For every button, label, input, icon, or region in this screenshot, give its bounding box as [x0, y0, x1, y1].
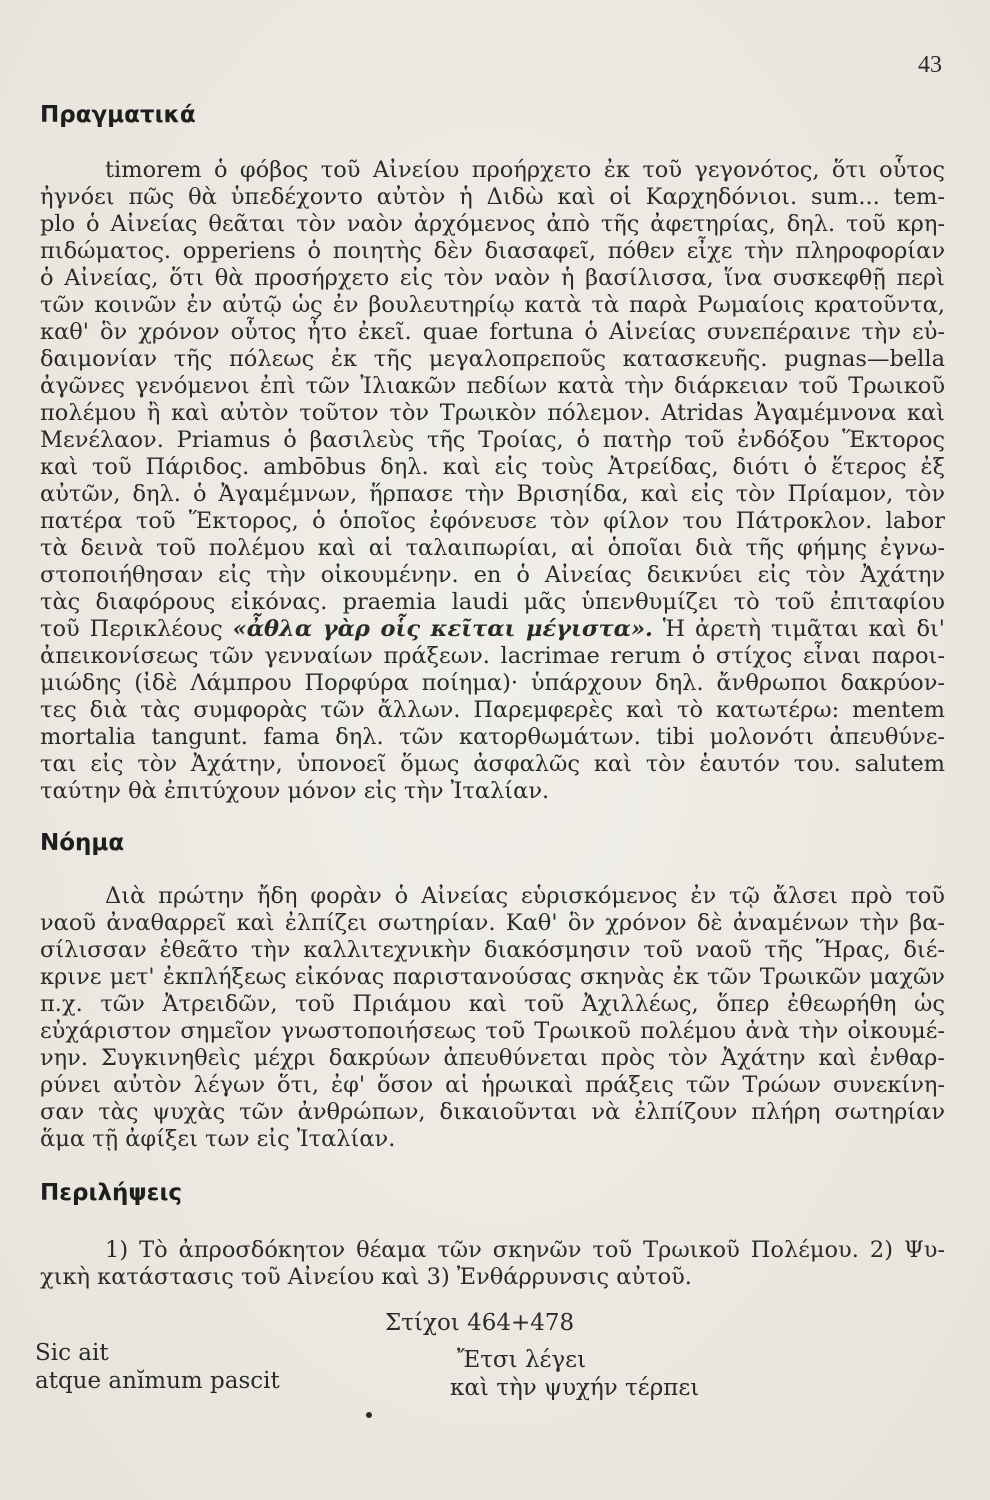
text-line: ἠγνόει πῶς θὰ ὑπεδέχοντο αὐτὸν ἡ Διδὼ καὶ οἱ Καρχηδόνιοι. sum... tem-: [40, 184, 945, 210]
text-line: τὰς διαφόρους εἰκόνας. praemia laudi μᾶς ὑπενθυμίζει τὸ τοῦ ἐπιταφίου: [40, 589, 945, 615]
text-line: Διὰ πρώτην ἤδη φορὰν ὁ Αἰνείας εὑρισκόμενος ἐν τῷ ἄλσει πρὸ τοῦ: [105, 883, 945, 909]
greek-translation-1: Ἔτσι λέγει: [457, 1347, 587, 1373]
text-line: σίλισσαν ἐθεᾶτο τὴν καλλιτεχνικὴν διακόσμησιν τοῦ ναοῦ τῆς Ἥρας, διέ-: [40, 937, 945, 963]
pericles-quote: «ἆθλα γὰρ οἷς κεῖται μέγιστα».: [232, 616, 653, 642]
text-line: αὐτῶν, δηλ. ὁ Ἀγαμέμνων, ἥρπασε τὴν Βρισηίδα, καὶ εἰς τὸν Πρίαμον, τὸν: [40, 481, 945, 507]
text-line: μιώδης (ἰδὲ Λάμπρου Πορφύρα ποίημα)· ὑπάρχουν δηλ. ἄνθρωποι δακρύον-: [40, 670, 945, 696]
text-line: καθ' ὃν χρόνον οὗτος ἦτο ἐκεῖ. quae fortuna ὁ Αἰνείας συνεπέραινε τὴν εὐ-: [40, 319, 945, 345]
quote-pre: τοῦ Περικλέους: [40, 616, 233, 642]
text-line: νην. Συγκινηθεὶς μέχρι δακρύων ἀπευθύνεται πρὸς τὸν Ἀχάτην καὶ ἐνθαρ-: [40, 1045, 945, 1071]
text-line: πιδώματος. opperiens ὁ ποιητὴς δὲν διασαφεῖ, πόθεν εἶχε τὴν πληροφορίαν: [40, 238, 945, 264]
latin-verse-1: Sic ait: [35, 1340, 109, 1366]
text-line: π.χ. τῶν Ἀτρειδῶν, τοῦ Πριάμου καὶ τοῦ Ἀχιλλέως, ὅπερ ἐθεωρήθη ὡς: [40, 991, 945, 1017]
page-number: 43: [918, 52, 942, 78]
text-line: στοποιήθησαν εἰς τὴν οἰκουμένην. en ὁ Αἰνείας δεικνύει εἰς τὸν Ἀχάτην: [40, 562, 945, 588]
text-line: ἀγῶνες γενόμενοι ἐπὶ τῶν Ἰλιακῶν πεδίων κατὰ τὴν διάρκειαν τοῦ Τρωικοῦ: [40, 373, 945, 399]
heading-perilipseis: Περιλήψεις: [40, 1180, 183, 1206]
text-line: ὁ Αἰνείας, ὅτι θὰ προσήρχετο εἰς τὸν ναὸν ἡ βασίλισσα, ἵνα συσκεφθῇ περὶ: [40, 265, 945, 291]
text-line: πατέρα τοῦ Ἕκτορος, ὁ ὁποῖος ἐφόνευσε τὸν φίλον του Πάτροκλον. labor: [40, 508, 945, 534]
verses-title: Στίχοι 464+478: [385, 1310, 575, 1336]
text-line: timorem ὁ φόβος τοῦ Αἰνείου προήρχετο ἐκ τοῦ γεγονότος, ὅτι οὗτος: [105, 157, 945, 183]
text-line: τες διὰ τὰς συμφορὰς τῶν ἄλλων. Παρεμφερὲς καὶ τὸ κατωτέρω: mentem: [40, 697, 945, 723]
text-line: τὰ δεινὰ τοῦ πολέμου καὶ αἱ ταλαιπωρίαι, αἱ ὁποῖαι διὰ τῆς φήμης ἐγνω-: [40, 535, 945, 561]
heading-noima: Νόημα: [40, 830, 125, 856]
latin-verse-2: atque anĭmum pascit: [35, 1368, 280, 1394]
quote-post: Ἡ ἀρετὴ τιμᾶται καὶ δι': [652, 616, 945, 642]
text-line: εὐχάριστον σημεῖον γνωστοποιήσεως τοῦ Τρωικοῦ πολέμου ἀνὰ τὴν οἰκουμέ-: [40, 1018, 945, 1044]
text-line: ρύνει αὐτὸν λέγων ὅτι, ἐφ' ὅσον αἱ ἡρωικαὶ πράξεις τῶν Τρώων συνεκίνη-: [40, 1072, 945, 1098]
text-line-quote: [40, 616, 945, 643]
text-line: ταύτην θὰ ἐπιτύχουν μόνον εἰς τὴν Ἰταλίαν.: [40, 778, 550, 804]
text-line: καὶ τοῦ Πάριδος. ambōbus δηλ. καὶ εἰς τοὺς Ἀτρείδας, διότι ὁ ἕτερος ἐξ: [40, 454, 945, 480]
text-line: plo ὁ Αἰνείας θεᾶται τὸν ναὸν ἀρχόμενος ἀπὸ τῆς ἀφετηρίας, δηλ. τοῦ κρη-: [40, 211, 945, 237]
text-line: ἅμα τῇ ἀφίξει των εἰς Ἰταλίαν.: [40, 1126, 396, 1152]
ink-dot: [366, 1412, 372, 1418]
heading-pragmatika: Πραγματικά: [40, 102, 196, 128]
text-line: mortalia tangunt. fama δηλ. τῶν κατορθωμάτων. tibi μολονότι ἀπευθύνε-: [40, 724, 945, 750]
text-line: σαν τὰς ψυχὰς τῶν ἀνθρώπων, δικαιοῦνται νὰ ἐλπίζουν πλήρη σωτηρίαν: [40, 1099, 945, 1125]
text-line: ναοῦ ἀναθαρρεῖ καὶ ἐλπίζει σωτηρίαν. Καθ' ὃν χρόνον δὲ ἀναμένων τὴν βα-: [40, 910, 945, 936]
text-line: χικὴ κατάστασις τοῦ Αἰνείου καὶ 3) Ἐνθάρρυνσις αὐτοῦ.: [40, 1264, 692, 1290]
text-line: 1) Τὸ ἀπροσδόκητον θέαμα τῶν σκηνῶν τοῦ Τρωικοῦ Πολέμου. 2) Ψυ-: [105, 1237, 945, 1263]
text-line: Μενέλαον. Priamus ὁ βασιλεὺς τῆς Τροίας, ὁ πατὴρ τοῦ ἐνδόξου Ἕκτορος: [40, 427, 945, 453]
text-line: πολέμου ἢ καὶ αὐτὸν τοῦτον τὸν Τρωικὸν πόλεμον. Atridas Ἀγαμέμνονα καὶ: [40, 400, 945, 426]
greek-translation-2: καὶ τὴν ψυχήν τέρπει: [450, 1375, 700, 1401]
text-line: ται εἰς τὸν Ἀχάτην, ὑπονοεῖ ὅμως ἀσφαλῶς καὶ τὸν ἑαυτόν του. salutem: [40, 751, 945, 777]
text-line: δαιμονίαν τῆς πόλεως ἐκ τῆς μεγαλοπρεποῦς κατασκευῆς. pugnas—bella: [40, 346, 945, 372]
text-line: ἀπεικονίσεως τῶν γενναίων πράξεων. lacrimae rerum ὁ στίχος εἶναι παροι-: [40, 643, 945, 669]
text-line: τῶν κοινῶν ἐν αὐτῷ ὡς ἐν βουλευτηρίῳ κατὰ τὰ παρὰ Ρωμαίοις κρατοῦντα,: [40, 292, 945, 318]
text-line: κρινε μετ' ἐκπλήξεως εἰκόνας παριστανούσας σκηνὰς ἐκ τῶν Τρωικῶν μαχῶν: [40, 964, 945, 990]
